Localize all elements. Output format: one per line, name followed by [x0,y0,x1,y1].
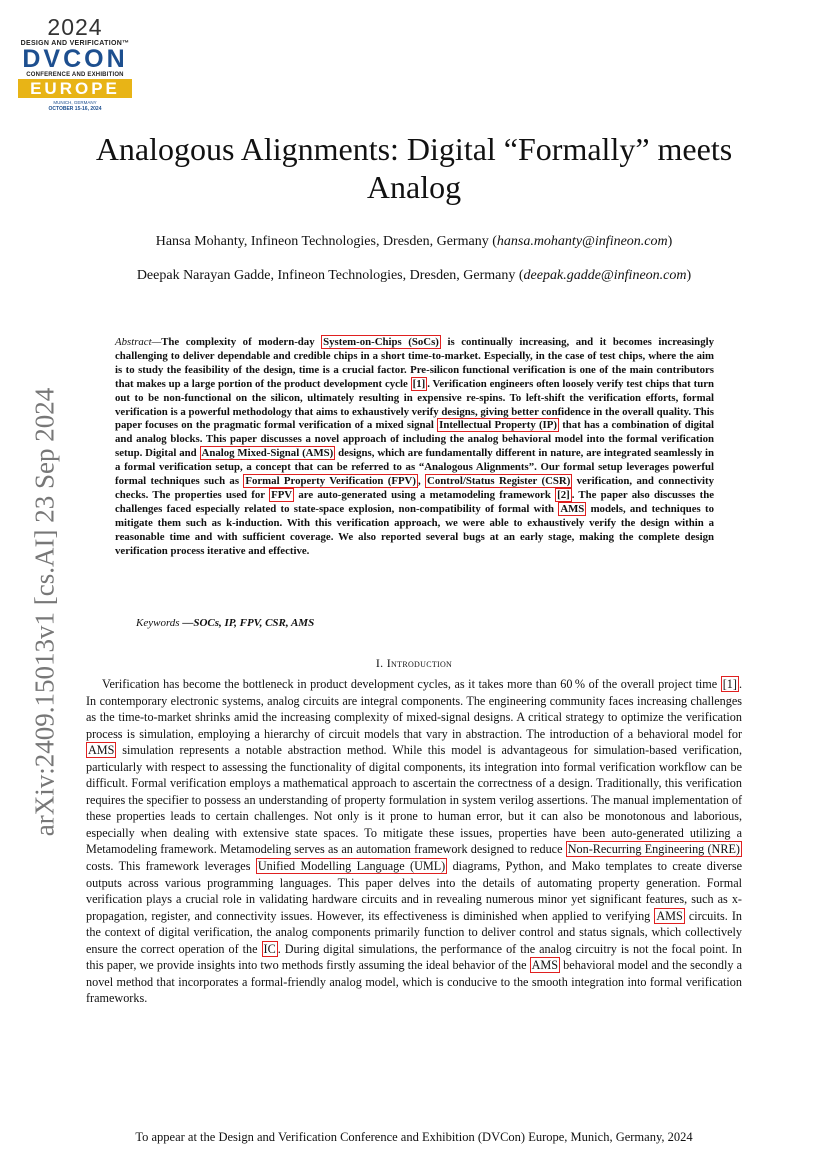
text-run: . During digital simulations, the performance of the analog circuitry is not the focal point. In this paper, we provide insights into two methods firstly assuming the ideal behavior of the [86,941,742,973]
text-run: behavioral model and the secondly a novel method that incorporates a formal-friendly analog model, which is conducive to the smooth integration into formal verification frameworks. [86,958,742,1006]
reference-link[interactable]: Analog Mixed-Signal (AMS) [201,447,334,460]
reference-link[interactable]: AMS [88,743,115,758]
logo-region: EUROPE [18,79,132,98]
text-run: designs, which are fundamentally different in nature, are integrated seamlessly in a formal verification setup, a concept that can be referred to as “Analogous Alignments”. Our formal setup leverages powerful formal techniques such as [115,447,714,488]
text-run: . Verification engineers often loosely verify test chips that turn out to be non-functional on the silicon, ultimately resulting in expensive re-spins. To left-shift the verification efforts, formal verification is a powerful methodology that aims to exhaustively verify designs, giving better confidence in the overall quality. This paper focuses on the pragmatic formal verification of a mixed signal [115,377,714,432]
text-run: that has a combination of digital and analog blocks. This paper discusses a novel approach of including the analog behavioral model into the formal verification setup. Digital and [115,419,714,460]
abstract-body [115,335,714,557]
text-run: circuits. In the context of digital verification, the analog components primarily function to deliver control and status signals, which collectively ensure the correct operation of the [86,908,742,956]
author-name: Deepak Narayan Gadde, Infineon Technologies, Dresden, Germany [136,268,516,283]
abstract-dash: — [151,336,162,348]
logo-city: MUNICH, GERMANY [53,100,97,105]
keywords: Keywords —SOCs, IP, FPV, CSR, AMS [136,617,315,629]
arxiv-identifier: arXiv:2409.15013v1 [cs.AI] 23 Sep 2024 [29,387,60,837]
paper-title: Analogous Alignments: Digital “Formally” meets Analog [95,131,733,205]
author-name: Hansa Mohanty, Infineon Technologies, Dresden, Germany [155,234,489,249]
logo-tagline-top: DESIGN AND VERIFICATION™ [20,40,130,47]
text-run: models, and techniques to mitigate them such as k-induction. With this verification approach, we were able to exhaustively verify the design within a reasonable time and with sufficient coverage. We also reported several bugs at an early stage, making the complete design verification process iterative and effective. [115,502,715,557]
keywords-text: SOCs, IP, FPV, CSR, AMS [193,617,315,629]
reference-link[interactable]: AMS [656,908,683,923]
reference-link[interactable]: AMS [531,958,559,973]
introduction-paragraph [86,676,742,1007]
reference-link[interactable]: System-on-Chips (SoCs) [323,336,439,348]
text-run: verification, and connectivity checks. The properties used for [115,475,714,501]
reference-link[interactable]: Control/Status Register (CSR) [427,475,571,488]
text-run: are auto-generated using a metamodeling framework [294,488,556,501]
section-title: Introduction [386,656,453,670]
reference-link[interactable]: Formal Property Verification (FPV) [245,475,416,488]
author-email[interactable]: hansa.mohanty@infineon.com [496,234,668,249]
abstract-label: Abstract [115,336,152,348]
text-run: diagrams, Python, and Mako templates to create diverse outputs across various programming languages. This paper delves into the details of automating property generation. Formal verification plays a crucial role in validating hardware circuits and in revealing numerous minor yet significant features, such as x-propagation, register, and connectivity issues. However, its effectiveness is diminished when applied to verifying [86,859,742,923]
text-run: simulation represents a notable abstraction method. While this model is advantageous for simulation-based verification, particularly with respect to assessing the functionality of digital components, its integration into formal verification workflow can be difficult. Formal verification employs a mathematical approach to ascertain the correctness of a design. Traditionally, this verification requires the specifier to possess an understanding of property formulation in system verilog assertions. The manual implementation of these properties leads to certain challenges. Not only is it prone to human error, but it can also be monotonous and laborious, especially when dealing with extensive state spaces. To mitigate these issues, properties have been auto-generated utilizing a Metamodeling framework. Metamodeling serves as an automation framework designed to reduce [86,743,742,857]
abstract [115,336,714,559]
text-run: costs. This framework leverages [86,859,256,874]
footer-note: To appear at the Design and Verification Conference and Exhibition (DVCon) Europe, Munich, Germany, 2024 [135,1130,693,1144]
reference-link[interactable]: Unified Modelling Language (UML) [257,859,446,874]
section-heading [86,656,742,671]
section-number: I. [375,656,384,670]
keywords-label: Keywords [136,617,180,629]
author-2: Deepak Narayan Gadde, Infineon Technologies, Dresden, Germany (deepak.gadde@infineon.com) [136,268,692,283]
author-1: Hansa Mohanty, Infineon Technologies, Dresden, Germany (hansa.mohanty@infineon.com) [155,234,673,249]
reference-link[interactable]: Intellectual Property (IP) [439,419,557,432]
reference-link[interactable]: [1] [412,377,426,390]
author-email[interactable]: deepak.gadde@infineon.com [523,268,687,283]
logo-year: 2024 [47,14,103,40]
logo-name: DVCON [22,45,128,73]
logo-dates: OCTOBER 15-16, 2024 [48,106,102,112]
reference-link[interactable]: [1] [722,677,737,691]
text-run: . In contemporary electronic systems, analog circuits are integral components. The engineering community faces increasing challenges as the time-to-market shrinks amid the increasing complexity of mixed-signal designs. A critical strategy to optimize the verification process is simulation, employing a hierarchy of circuit models that vary in abstraction. The introduction of a behavioral model for [86,677,742,741]
logo-tagline-bottom: CONFERENCE AND EXHIBITION [26,72,124,78]
text-run: . The paper also discusses the challenges faced especially related to state-space explosion, non-compatibility of formal with [115,488,714,515]
text-run: , [417,475,426,488]
conference-logo [10,12,140,112]
text-run: is continually increasing, and it becomes increasingly challenging to deliver dependable and credible chips in a short time-to-market. Especially, in the case of test chips, where the aim is to study the feasibility of the design, time is a crucial factor. Pre-silicon functional verification is one of the main contributors that makes up a large portion of the product development cycle [115,336,714,390]
reference-link[interactable]: Non-Recurring Engineering (NRE) [567,842,740,857]
reference-link[interactable]: [2] [557,488,570,501]
reference-link[interactable]: IC [263,941,276,956]
reference-link[interactable]: FPV [271,488,293,501]
text-run: Verification has become the bottleneck in product development cycles, as it takes more than 60 % of the overall project time [102,677,721,691]
reference-link[interactable]: AMS [560,502,585,515]
text-run: The complexity of modern-day [161,336,322,348]
